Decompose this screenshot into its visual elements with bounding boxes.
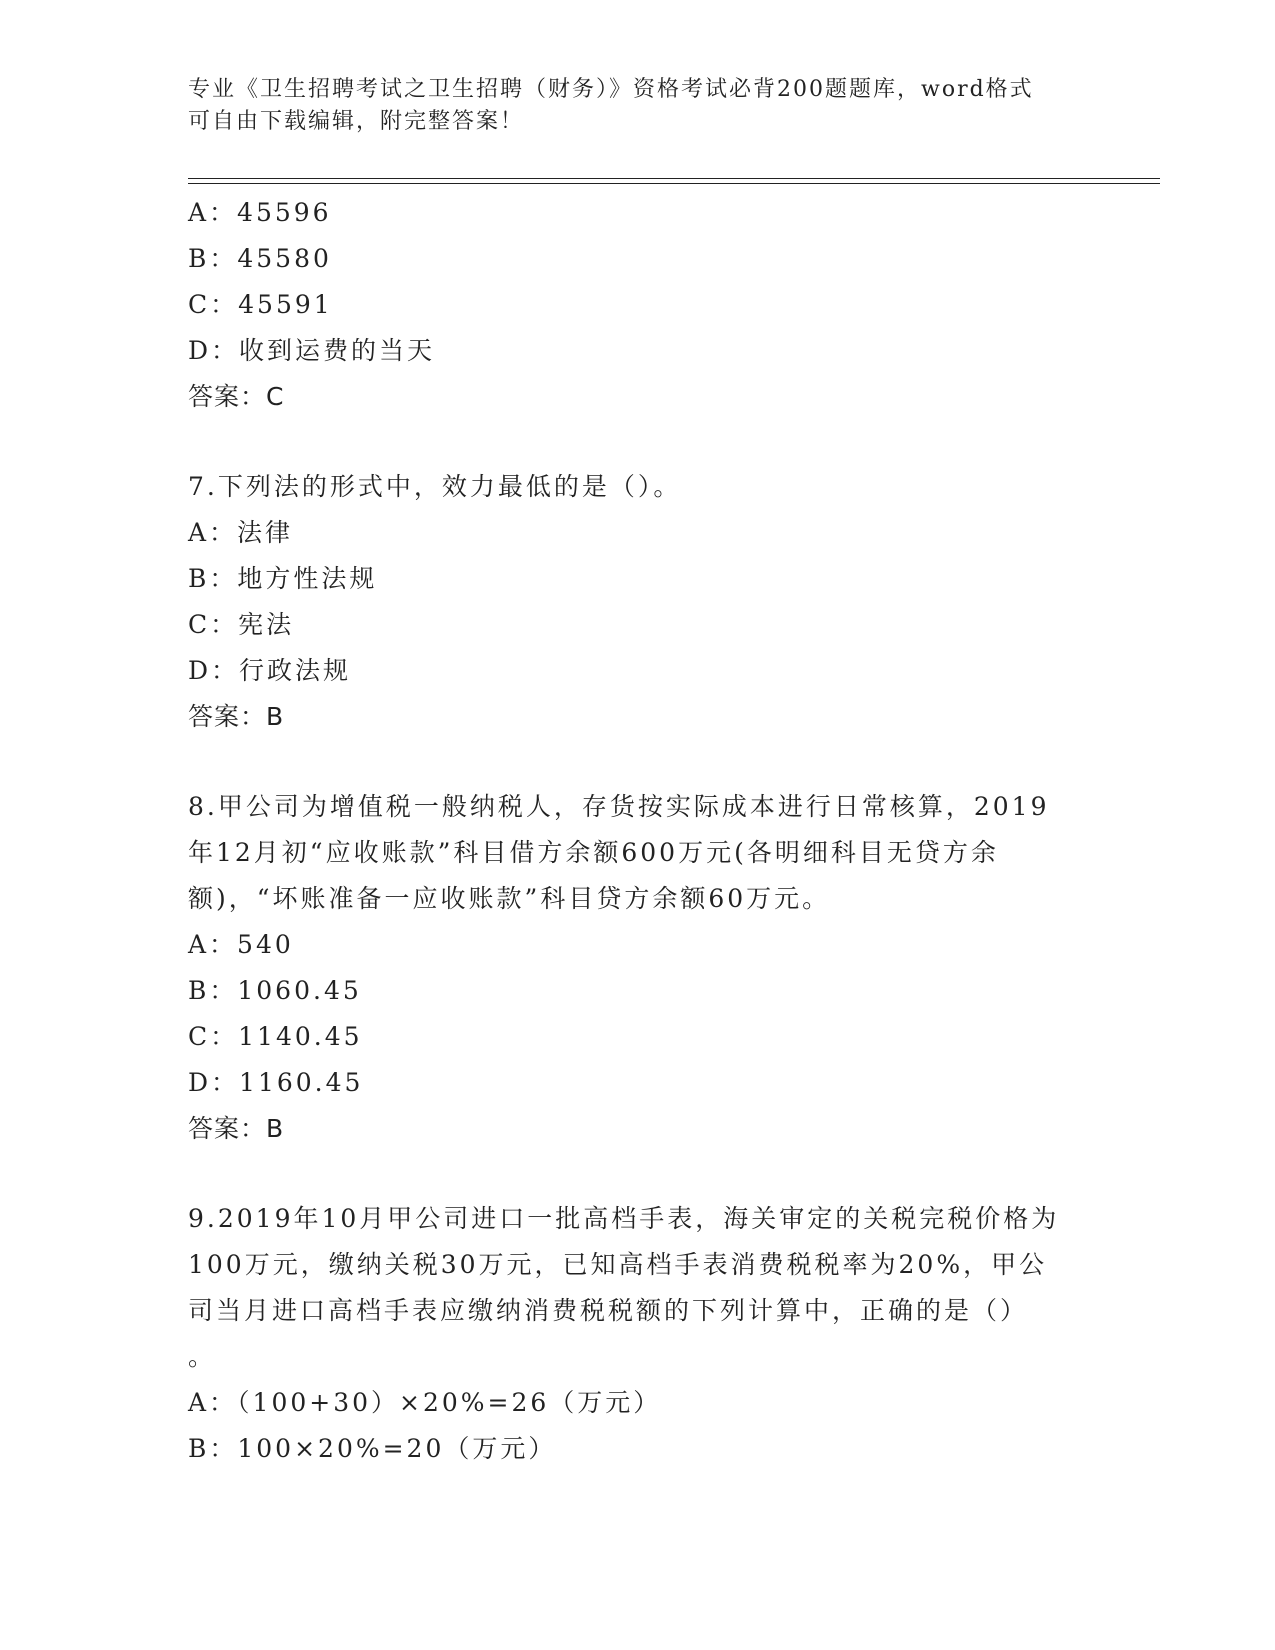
question-7: [188, 464, 1088, 740]
spacer: [188, 1152, 1088, 1196]
header-title-line-1: 专业《卫生招聘考试之卫生招聘（财务）》资格考试必背200题题库，word格式: [188, 77, 1034, 102]
question-stem-line: 年12月初“应收账款”科目借方余额600万元(各明细科目无贷方余: [188, 838, 999, 867]
question-6: [188, 190, 1088, 420]
question-stem-line: 司当月进口高档手表应缴纳消费税税额的下列计算中，正确的是（）: [188, 1296, 1029, 1325]
header-title-line-2: 可自由下载编辑，附完整答案！: [188, 109, 525, 134]
question-stem-line: 8.甲公司为增值税一般纳税人，存货按实际成本进行日常核算，2019: [188, 792, 1050, 821]
question-stem-line: 额)，“坏账准备一应收账款”科目贷方余额60万元。: [188, 884, 831, 913]
question-stem-line: 9.2019年10月甲公司进口一批高档手表，海关审定的关税完税价格为: [188, 1204, 1060, 1233]
document-header: [188, 74, 1088, 138]
question-stem-line: 7.下列法的形式中，效力最低的是（）。: [188, 472, 682, 501]
option-d: D：1160.45: [188, 1068, 364, 1097]
option-a: A：540: [188, 930, 294, 959]
option-a: A：（100+30）×20%=26（万元）: [188, 1388, 662, 1417]
option-d: D：收到运费的当天: [188, 336, 436, 365]
option-b: B：地方性法规: [188, 564, 378, 593]
option-a: A：45596: [188, 198, 332, 227]
spacer: [188, 740, 1088, 784]
option-d: D：行政法规: [188, 656, 352, 685]
answer-text: 答案：B: [188, 702, 285, 731]
header-divider-top: [188, 178, 1160, 179]
option-c: C：1140.45: [188, 1022, 363, 1051]
option-b: B：100×20%=20（万元）: [188, 1434, 557, 1463]
option-c: C：45591: [188, 290, 333, 319]
answer-text: 答案：C: [188, 382, 285, 411]
question-stem-line: 。: [188, 1342, 217, 1371]
answer-text: 答案：B: [188, 1114, 285, 1143]
option-a: A：法律: [188, 518, 294, 547]
question-9: [188, 1196, 1088, 1472]
option-b: B：1060.45: [188, 976, 362, 1005]
question-stem-line: 100万元，缴纳关税30万元，已知高档手表消费税税率为20%，甲公: [188, 1250, 1048, 1279]
option-c: C：宪法: [188, 610, 295, 639]
spacer: [188, 420, 1088, 464]
question-list: [188, 190, 1088, 1472]
question-8: [188, 784, 1088, 1152]
option-b: B：45580: [188, 244, 332, 273]
header-divider-bottom: [188, 183, 1160, 184]
